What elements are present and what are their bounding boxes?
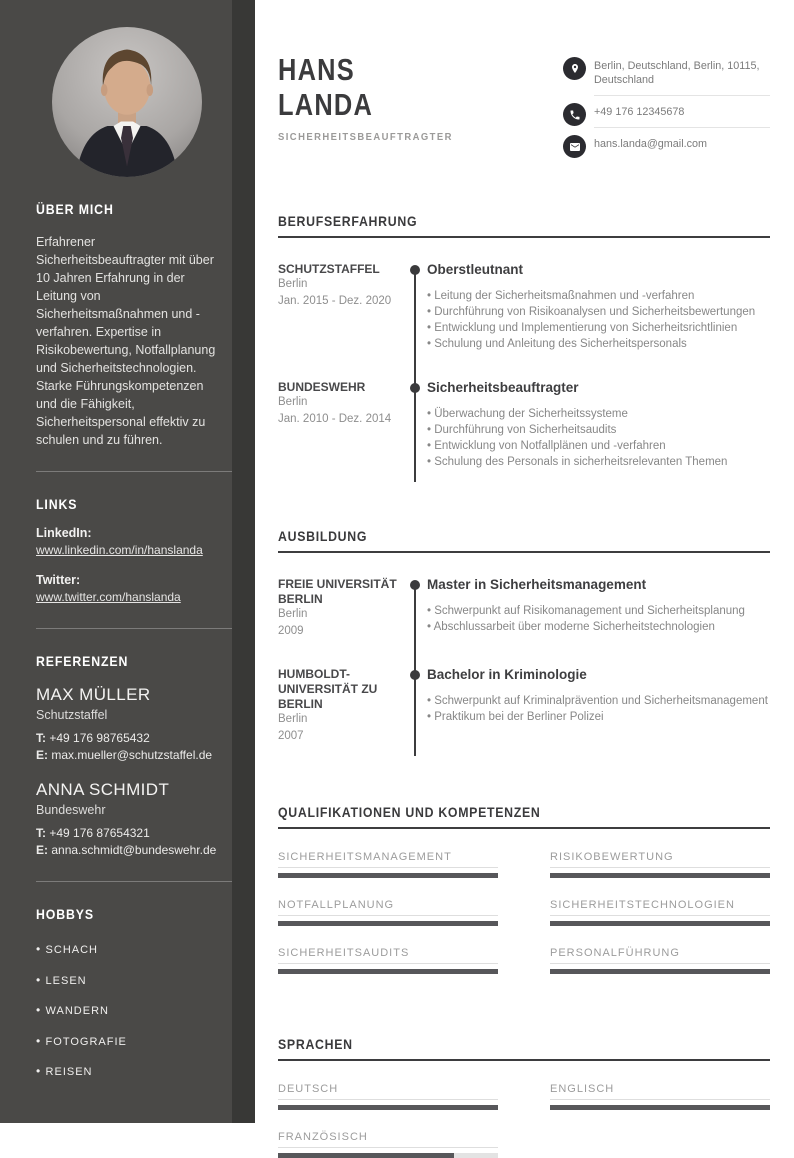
school-name: FREIE UNIVERSITÄT BERLIN	[278, 577, 397, 606]
hobby-item: • LESEN	[36, 973, 225, 987]
position-title: Oberstleutnant	[427, 262, 524, 277]
entry-meta	[278, 577, 403, 639]
heading-rule	[278, 236, 770, 238]
divider	[36, 471, 249, 472]
bullet-item: • Schwerpunkt auf Kriminalprävention und Sicherheitsmanagement	[427, 693, 770, 709]
divider	[36, 628, 249, 629]
skill-label: RISIKOBEWERTUNG	[550, 851, 770, 868]
skill-bar	[278, 873, 498, 878]
company-name: BUNDESWEHR	[278, 380, 366, 394]
timeline-dot	[410, 580, 420, 590]
email-prefix: E:	[36, 748, 48, 762]
experience-heading: BERUFSERFAHRUNG	[278, 213, 418, 229]
hobbies-section	[36, 906, 225, 1078]
education-section	[278, 528, 770, 758]
divider	[36, 881, 249, 882]
skill-bar	[550, 921, 770, 926]
hobby-item: • REISEN	[36, 1064, 225, 1078]
sidebar	[0, 0, 255, 1123]
skill-label: SICHERHEITSMANAGEMENT	[278, 851, 498, 868]
skills-grid	[278, 851, 770, 974]
language-label: FRANZÖSISCH	[278, 1131, 498, 1148]
heading-rule	[278, 551, 770, 553]
links-heading: LINKS	[36, 496, 78, 512]
language-label: ENGLISCH	[550, 1083, 770, 1100]
hobbies-heading: HOBBYS	[36, 906, 94, 922]
bullet-item: • Schulung und Anleitung des Sicherheitspersonals	[427, 336, 770, 352]
position-title: Sicherheitsbeauftragter	[427, 380, 579, 395]
link-item-linkedin	[36, 526, 225, 559]
entry-dates: Jan. 2015 - Dez. 2020	[278, 294, 392, 307]
contact-address-row	[563, 57, 770, 96]
linkedin-link[interactable]: www.linkedin.com/in/hanslanda	[36, 543, 203, 557]
skill-bar	[278, 969, 498, 974]
degree-title: Bachelor in Kriminologie	[427, 667, 587, 682]
reference-item	[36, 780, 225, 859]
contact-email-row	[563, 135, 770, 159]
language-bar	[550, 1105, 770, 1110]
skill-label: SICHERHEITSAUDITS	[278, 947, 498, 964]
email-prefix: E:	[36, 843, 48, 857]
header	[278, 52, 770, 159]
school-name: HUMBOLDT-UNIVERSITÄT ZU BERLIN	[278, 667, 378, 711]
entry-body	[427, 380, 770, 470]
skill-item	[550, 851, 770, 878]
skill-item	[278, 899, 498, 926]
language-bar	[278, 1153, 498, 1158]
skill-label: SICHERHEITSTECHNOLOGIEN	[550, 899, 770, 916]
company-name: SCHUTZSTAFFEL	[278, 262, 380, 276]
link-item-twitter	[36, 573, 225, 606]
entry-meta	[278, 380, 403, 470]
contact-email: hans.landa@gmail.com	[594, 138, 707, 150]
link-label: Twitter:	[36, 573, 81, 587]
reference-org: Schutzstaffel	[36, 708, 108, 722]
language-item	[278, 1083, 498, 1110]
school-location: Berlin	[278, 608, 308, 620]
bullet-item: • Praktikum bei der Berliner Polizei	[427, 709, 770, 725]
school-location: Berlin	[278, 713, 308, 725]
bullet-item: • Abschlussarbeit über moderne Sicherheitstechnologien	[427, 619, 770, 635]
about-text: Erfahrener Sicherheitsbeauftragter mit über 10 Jahren Erfahrung in der Leitung von Sicherheitsmaßnahmen und - verfahren. Expertise in Risikobewertung, Notfallplanung und Sicherheitstechnologien. Starke Führungskompetenzen und die Fähigkeit, Sicherheitspersonal effektiv zu schulen und zu führen.	[36, 235, 216, 447]
job-title: SICHERHEITSBEAUFTRAGTER	[278, 131, 453, 143]
last-name: LANDA	[278, 87, 374, 122]
bullet-item: • Schwerpunkt auf Risikomanagement und Sicherheitsplanung	[427, 603, 770, 619]
skill-item	[550, 947, 770, 974]
portrait-illustration	[52, 27, 202, 177]
company-location: Berlin	[278, 278, 308, 290]
hobby-list	[36, 942, 225, 1078]
language-bar	[278, 1105, 498, 1110]
company-location: Berlin	[278, 396, 308, 408]
main-content	[255, 0, 794, 1143]
skill-bar-fill	[550, 873, 770, 878]
skill-label: NOTFALLPLANUNG	[278, 899, 498, 916]
location-icon	[563, 57, 586, 80]
contact-phone-row	[563, 103, 770, 128]
contact-block	[563, 57, 770, 159]
email-icon	[563, 135, 586, 158]
skill-bar-fill	[278, 969, 498, 974]
skill-item	[278, 947, 498, 974]
hobby-item: • SCHACH	[36, 942, 225, 956]
skill-item	[278, 851, 498, 878]
bullet-item: • Entwicklung von Notfallplänen und -verfahren	[427, 438, 770, 454]
reference-name: ANNA SCHMIDT	[36, 780, 170, 799]
skill-bar-fill	[550, 969, 770, 974]
entry-body	[427, 667, 770, 744]
education-timeline	[278, 577, 770, 758]
experience-section	[278, 213, 770, 484]
skill-bar	[278, 921, 498, 926]
timeline-dot-column	[403, 667, 427, 744]
entry-dates: 2007	[278, 729, 304, 742]
languages-section	[278, 1036, 770, 1158]
reference-item	[36, 685, 225, 764]
phone-prefix: T:	[36, 826, 46, 840]
entry-body	[427, 577, 770, 639]
experience-entry	[278, 262, 770, 352]
languages-heading: SPRACHEN	[278, 1036, 353, 1052]
bullet-item: • Durchführung von Risikoanalysen und Sicherheitsbewertungen	[427, 304, 770, 320]
about-section	[36, 201, 225, 449]
timeline-dot-column	[403, 577, 427, 639]
language-label: DEUTSCH	[278, 1083, 498, 1100]
bullet-item: • Schulung des Personals in sicherheitsrelevanten Themen	[427, 454, 770, 470]
contact-address: Berlin, Deutschland, Berlin, 10115, Deutschland	[594, 57, 770, 96]
entry-bullets	[427, 288, 770, 352]
languages-grid	[278, 1083, 770, 1158]
language-bar-fill	[278, 1105, 498, 1110]
skill-label: PERSONALFÜHRUNG	[550, 947, 770, 964]
language-item	[278, 1131, 498, 1158]
experience-entry	[278, 380, 770, 484]
name-block	[278, 52, 472, 159]
education-heading: AUSBILDUNG	[278, 528, 368, 544]
reference-org: Bundeswehr	[36, 803, 106, 817]
skills-heading: QUALIFIKATIONEN UND KOMPETENZEN	[278, 804, 541, 820]
profile-photo	[52, 27, 202, 177]
hobby-item: • WANDERN	[36, 1003, 225, 1017]
timeline-dot	[410, 265, 420, 275]
timeline-dot-column	[403, 380, 427, 470]
entry-meta	[278, 667, 403, 744]
references-section	[36, 653, 225, 859]
phone-value: +49 176 98765432	[49, 731, 150, 745]
language-item	[550, 1083, 770, 1110]
reference-phone	[36, 730, 225, 747]
skill-bar-fill	[278, 921, 498, 926]
timeline-dot	[410, 670, 420, 680]
language-bar-fill	[278, 1153, 454, 1158]
entry-meta	[278, 262, 403, 352]
reference-email	[36, 747, 225, 764]
skill-bar-fill	[550, 921, 770, 926]
phone-icon	[563, 103, 586, 126]
hobby-item: • FOTOGRAFIE	[36, 1034, 225, 1048]
email-value: max.mueller@schutzstaffel.de	[51, 748, 213, 762]
bullet-item: • Durchführung von Sicherheitsaudits	[427, 422, 770, 438]
heading-rule	[278, 827, 770, 829]
reference-name: MAX MÜLLER	[36, 685, 151, 704]
about-heading: ÜBER MICH	[36, 201, 114, 217]
entry-bullets	[427, 693, 770, 725]
bullet-item: • Leitung der Sicherheitsmaßnahmen und -verfahren	[427, 288, 770, 304]
heading-rule	[278, 1059, 770, 1061]
timeline-dot	[410, 383, 420, 393]
experience-timeline	[278, 262, 770, 484]
skill-bar	[550, 969, 770, 974]
bullet-item: • Entwicklung und Implementierung von Sicherheitsrichtlinien	[427, 320, 770, 336]
link-label: LinkedIn:	[36, 526, 92, 540]
phone-prefix: T:	[36, 731, 46, 745]
degree-title: Master in Sicherheitsmanagement	[427, 577, 647, 592]
language-bar-fill	[550, 1105, 770, 1110]
skill-item	[550, 899, 770, 926]
phone-value: +49 176 87654321	[49, 826, 150, 840]
email-value: anna.schmidt@bundeswehr.de	[51, 843, 217, 857]
contact-phone: +49 176 12345678	[594, 103, 770, 128]
skills-section	[278, 804, 770, 974]
links-section	[36, 496, 225, 606]
references-heading: REFERENZEN	[36, 653, 129, 669]
entry-body	[427, 262, 770, 352]
entry-dates: 2009	[278, 624, 304, 637]
entry-dates: Jan. 2010 - Dez. 2014	[278, 412, 392, 425]
entry-bullets	[427, 603, 770, 635]
reference-email	[36, 842, 225, 859]
skill-bar-fill	[278, 873, 498, 878]
education-entry	[278, 577, 770, 639]
timeline-dot-column	[403, 262, 427, 352]
reference-phone	[36, 825, 225, 842]
twitter-link[interactable]: www.twitter.com/hanslanda	[36, 590, 181, 604]
first-name: HANS	[278, 52, 355, 87]
entry-bullets	[427, 406, 770, 470]
skill-bar	[550, 873, 770, 878]
bullet-item: • Überwachung der Sicherheitssysteme	[427, 406, 770, 422]
education-entry	[278, 667, 770, 758]
